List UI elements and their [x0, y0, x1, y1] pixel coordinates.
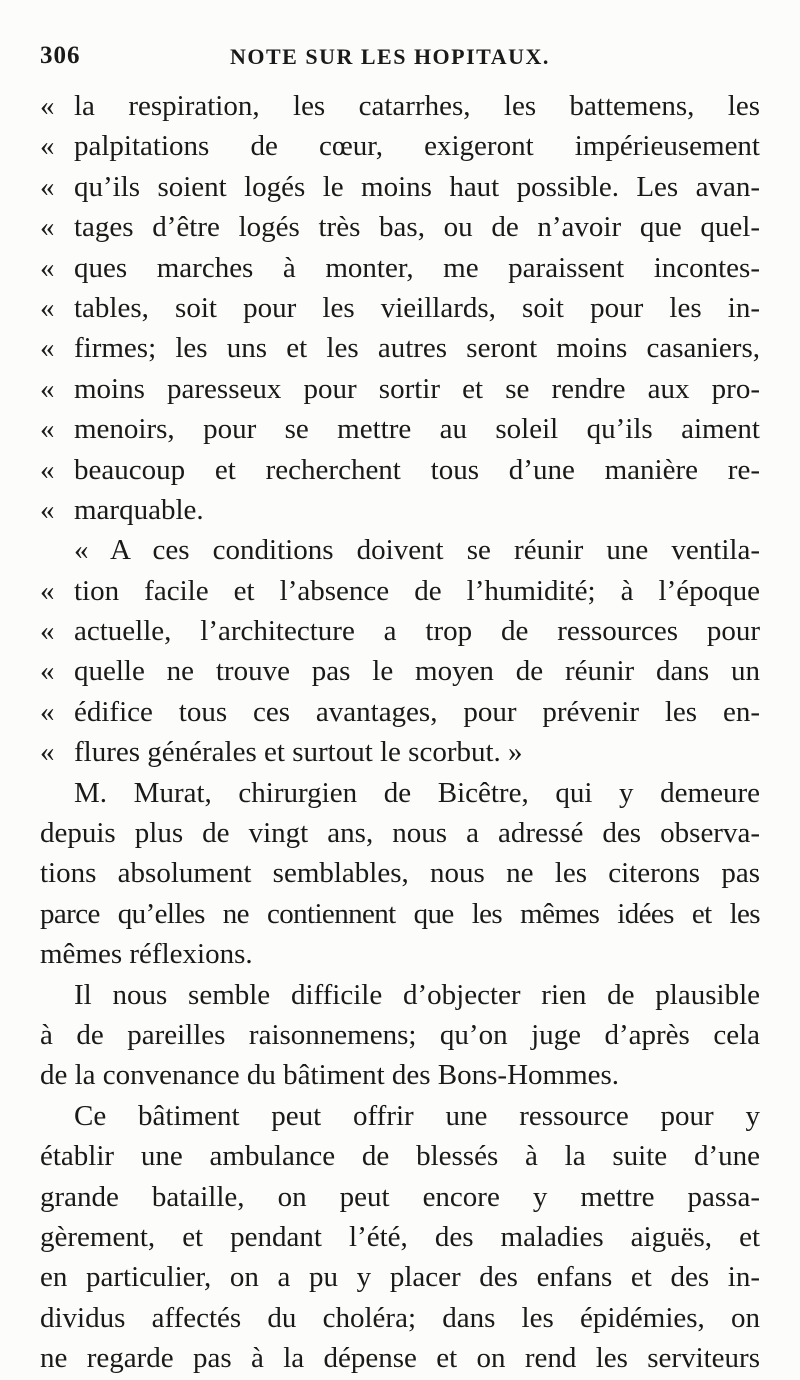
text-line: [40, 813, 760, 853]
quote-mark: «: [40, 493, 55, 526]
text-line: [40, 1177, 760, 1217]
line-text: menoirs, pour se mettre au soleil qu’ils aiment: [74, 413, 760, 446]
line-text: grande bataille, on peut encore y mettre passa-: [40, 1180, 760, 1213]
line-text: tables, soit pour les vieillards, soit pour les in-: [74, 291, 760, 324]
text-line: [40, 1298, 760, 1338]
text-line: [40, 1136, 760, 1176]
text-line: [40, 651, 760, 691]
text-line: [40, 773, 760, 813]
line-text: tion facile et l’absence de l’humidité; à l’époque: [74, 574, 760, 607]
quote-mark: «: [40, 251, 55, 284]
text-line: [40, 692, 760, 732]
running-title: NOTE SUR LES HOPITAUX.: [230, 44, 550, 69]
text-line: [40, 248, 760, 288]
text-line: [40, 450, 760, 490]
line-text: à de pareilles raisonnemens; qu’on juge d’après cela: [40, 1018, 760, 1051]
line-text: tages d’être logés très bas, ou de n’avoir que quel-: [74, 211, 760, 244]
text-line: [40, 1338, 760, 1378]
text-line: [40, 1217, 760, 1257]
quote-mark: «: [40, 291, 55, 324]
quote-mark: «: [40, 655, 55, 688]
line-text: ques marches à monter, me paraissent incontes-: [74, 251, 760, 284]
line-text: actuelle, l’architecture a trop de ressources pour: [74, 615, 760, 648]
line-text: « A ces conditions doivent se réunir une ventila-: [74, 534, 760, 567]
text-line: [40, 288, 760, 328]
line-text: qu’ils soient logés le moins haut possible. Les avan-: [74, 170, 760, 203]
line-text: gèrement, et pendant l’été, des maladies aiguës, et: [40, 1220, 760, 1253]
text-line: [40, 1015, 760, 1055]
text-line: [40, 894, 760, 934]
text-line: [40, 1096, 760, 1136]
quote-mark: «: [40, 615, 55, 648]
text-line: [40, 853, 760, 893]
line-text: dividus affectés du choléra; dans les épidémies, on: [40, 1301, 760, 1334]
body-text: [40, 86, 760, 1379]
quote-mark: «: [40, 695, 55, 728]
text-line: [40, 571, 760, 611]
line-text: Il nous semble difficile d’objecter rien de plausible: [74, 978, 760, 1011]
line-text: tions absolument semblables, nous ne les citerons pas: [40, 857, 760, 890]
line-text: en particulier, on a pu y placer des enfans et des in-: [40, 1261, 760, 1294]
quote-mark: «: [40, 574, 55, 607]
line-text: édifice tous ces avantages, pour prévenir les en-: [74, 695, 760, 728]
quote-mark: «: [40, 130, 55, 163]
quote-mark: «: [40, 211, 55, 244]
text-line: [40, 1055, 760, 1095]
text-line: [40, 934, 760, 974]
line-text: beaucoup et recherchent tous d’une manière re-: [74, 453, 760, 486]
line-text: Ce bâtiment peut offrir une ressource pour y: [74, 1099, 760, 1132]
quote-mark: «: [40, 372, 55, 405]
text-line: [40, 409, 760, 449]
line-text: firmes; les uns et les autres seront moins casaniers,: [74, 332, 760, 365]
quote-mark: «: [40, 90, 55, 122]
line-text: parce qu’elles ne contiennent que les mêmes idées et les: [40, 897, 760, 930]
line-text: la respiration, les catarrhes, les battemens, les: [74, 90, 760, 122]
line-text: marquable.: [74, 493, 204, 526]
text-line: [40, 732, 760, 772]
line-text: de la convenance du bâtiment des Bons-Hommes.: [40, 1059, 620, 1092]
text-line: [40, 490, 760, 530]
text-line: [40, 207, 760, 247]
text-line: [40, 86, 760, 126]
line-text: palpitations de cœur, exigeront impérieusement: [74, 130, 760, 163]
line-text: mêmes réflexions.: [40, 938, 253, 971]
text-line: [40, 167, 760, 207]
line-text: quelle ne trouve pas le moyen de réunir dans un: [74, 655, 760, 688]
quote-mark: [40, 530, 74, 570]
line-text: flures générales et surtout le scorbut. »: [74, 736, 523, 769]
line-text: ne regarde pas à la dépense et on rend les serviteurs: [40, 1342, 760, 1375]
page-number: 306: [40, 42, 81, 69]
line-text: moins paresseux pour sortir et se rendre aux pro-: [74, 372, 760, 405]
quote-mark: «: [40, 413, 55, 446]
quote-mark: «: [40, 332, 55, 365]
quote-mark: «: [40, 453, 55, 486]
text-line: [40, 530, 760, 570]
line-text: depuis plus de vingt ans, nous a adressé des observa-: [40, 817, 760, 850]
text-line: [40, 1257, 760, 1297]
line-text: M. Murat, chirurgien de Bicêtre, qui y demeure: [74, 776, 760, 809]
text-line: [40, 611, 760, 651]
text-line: [40, 126, 760, 166]
page-header: [40, 42, 740, 78]
text-line: [40, 975, 760, 1015]
quote-mark: «: [40, 736, 55, 769]
quote-mark: «: [40, 170, 55, 203]
text-line: [40, 369, 760, 409]
text-line: [40, 328, 760, 368]
line-text: établir une ambulance de blessés à la suite d’une: [40, 1140, 760, 1173]
